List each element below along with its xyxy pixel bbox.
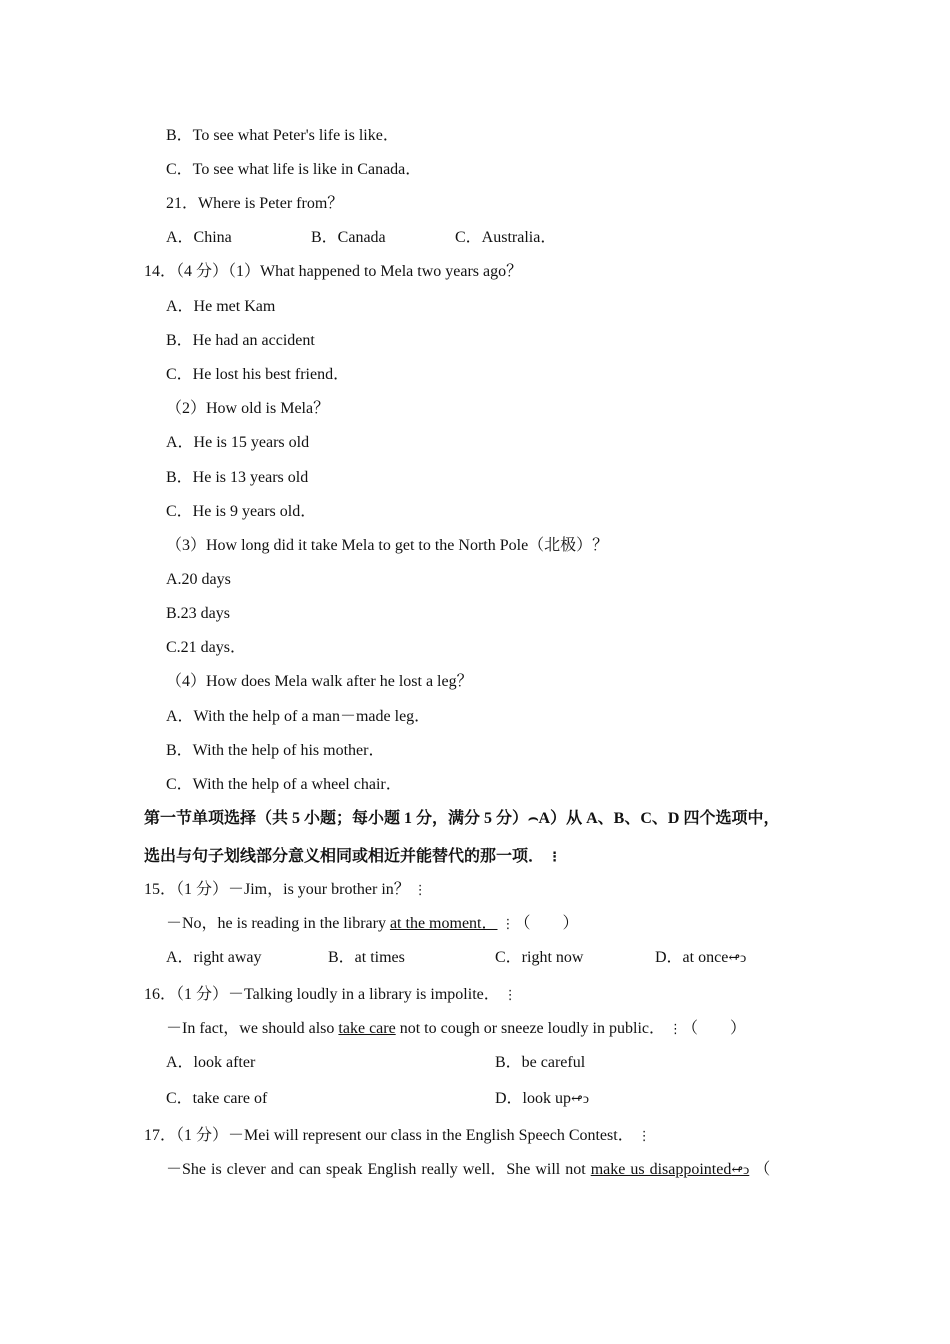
vertical-ellipsis-icon: ⋮	[503, 988, 517, 1003]
q16-stem: 16．（1 分）－Talking loudly in a library is impolite．	[144, 986, 500, 1003]
q14-4-option-c: C．With the help of a wheel chair．	[166, 776, 402, 793]
section-heading-line1	[144, 809, 779, 829]
q16-reply-text: －In fact，we should also	[166, 1020, 339, 1037]
section-heading-line2	[144, 847, 561, 868]
q21-option-b: B．Canada	[311, 229, 386, 246]
q15-answer-blank: （ ）	[514, 915, 579, 932]
q20-option-c: C．To see what life is like in Canada．	[166, 161, 422, 178]
q14-1-option-b: B．He had an accident	[166, 332, 315, 349]
q21-stem: 21．Where is Peter from？	[166, 195, 344, 212]
scribble-mark-icon: ↫ↄ	[728, 951, 747, 966]
scribble-mark-icon: ↫ↄ	[571, 1092, 589, 1107]
q17-stem-line	[144, 1126, 651, 1147]
q16-option-a: A．look after	[166, 1054, 256, 1071]
scribble-mark-icon: ↫ↄ	[731, 1163, 750, 1178]
q15-reply-text: －No，he is reading in the library	[166, 915, 390, 932]
q16-reply-text-cont: not to cough or sneeze loudly in public．	[395, 1020, 665, 1037]
q21-option-c: C．Australia．	[455, 229, 557, 246]
vertical-ellipsis-icon: ⋮	[637, 1129, 651, 1144]
q16-underlined-phrase: take care	[338, 1020, 396, 1037]
q14-3-stem: （3）How long did it take Mela to get to the North Pole（北极）？	[166, 537, 609, 554]
q16-answer-blank: （ ）	[682, 1020, 747, 1037]
q16-option-d-line	[495, 1089, 589, 1110]
section-heading-text2: 选出与句子划线部分意义相同或相近并能替代的那一项．	[144, 848, 545, 865]
q15-underlined-phrase: at the moment．	[389, 915, 498, 932]
vertical-ellipsis-icon: ⋮	[669, 1022, 682, 1037]
q14-4-option-b: B．With the help of his mother．	[166, 742, 385, 759]
q14-1-option-c: C．He lost his best friend．	[166, 366, 350, 383]
section-heading-text: 第一节单项选择（共 5 小题；每小题 1 分，满分 5 分）	[144, 810, 529, 827]
q14-2-option-a: A．He is 15 years old	[166, 434, 310, 451]
q14-3-option-a: A.20 days	[166, 571, 231, 588]
q15-option-d-line	[655, 948, 746, 969]
q14-2-stem: （2）How old is Mela？	[166, 400, 330, 417]
vertical-ellipsis-icon: ⋮	[413, 883, 427, 898]
q20-option-b: B．To see what Peter's life is like．	[166, 127, 399, 144]
q14-2-option-b: B．He is 13 years old	[166, 469, 309, 486]
q17-underlined-phrase	[591, 1161, 750, 1178]
q17-underlined-text: make us disappointed	[590, 1161, 732, 1178]
q17-reply-line	[166, 1160, 770, 1181]
q15-stem: 15．（1 分）－Jim，is your brother in？	[144, 881, 410, 898]
q14-stem: 14．（4 分）（1）What happened to Mela two years ago？	[144, 263, 523, 280]
q16-stem-line	[144, 985, 517, 1006]
vertical-ellipsis-icon: ⋮	[501, 917, 515, 932]
q17-stem: 17．（1 分）－Mei will represent our class in the English Speech Contest．	[144, 1127, 634, 1144]
q14-3-option-c: C.21 days．	[166, 639, 247, 656]
q16-reply-line	[166, 1019, 746, 1040]
q21-option-a: A．China	[166, 229, 232, 246]
q16-option-d: D．look up	[495, 1090, 572, 1107]
q14-4-stem: （4）How does Mela walk after he lost a leg？	[166, 673, 473, 690]
q17-reply-text: －She is clever and can speak English really well．She will not	[166, 1161, 591, 1178]
arc-mark-icon: ⌢	[528, 810, 539, 827]
q14-1-option-a: A．He met Kam	[166, 298, 276, 315]
q15-reply-line	[166, 914, 579, 935]
q16-option-b: B．be careful	[495, 1054, 586, 1071]
q17-answer-blank-open: （	[754, 1161, 771, 1178]
section-heading-text-cont: A）从 A、B、C、D 四个选项中，	[538, 810, 780, 827]
q14-4-option-a: A．With the help of a man－made leg．	[166, 708, 431, 725]
q15-option-d: D．at once	[655, 949, 729, 966]
q14-2-option-c: C．He is 9 years old．	[166, 503, 317, 520]
q15-option-a: A．right away	[166, 949, 262, 966]
q15-option-b: B．at times	[328, 949, 405, 966]
q14-3-option-b: B.23 days	[166, 605, 230, 622]
q16-option-c: C．take care of	[166, 1090, 268, 1107]
q15-option-c: C．right now	[495, 949, 584, 966]
vertical-ellipsis-icon: ⋮	[548, 850, 562, 865]
q15-stem-line	[144, 880, 427, 901]
